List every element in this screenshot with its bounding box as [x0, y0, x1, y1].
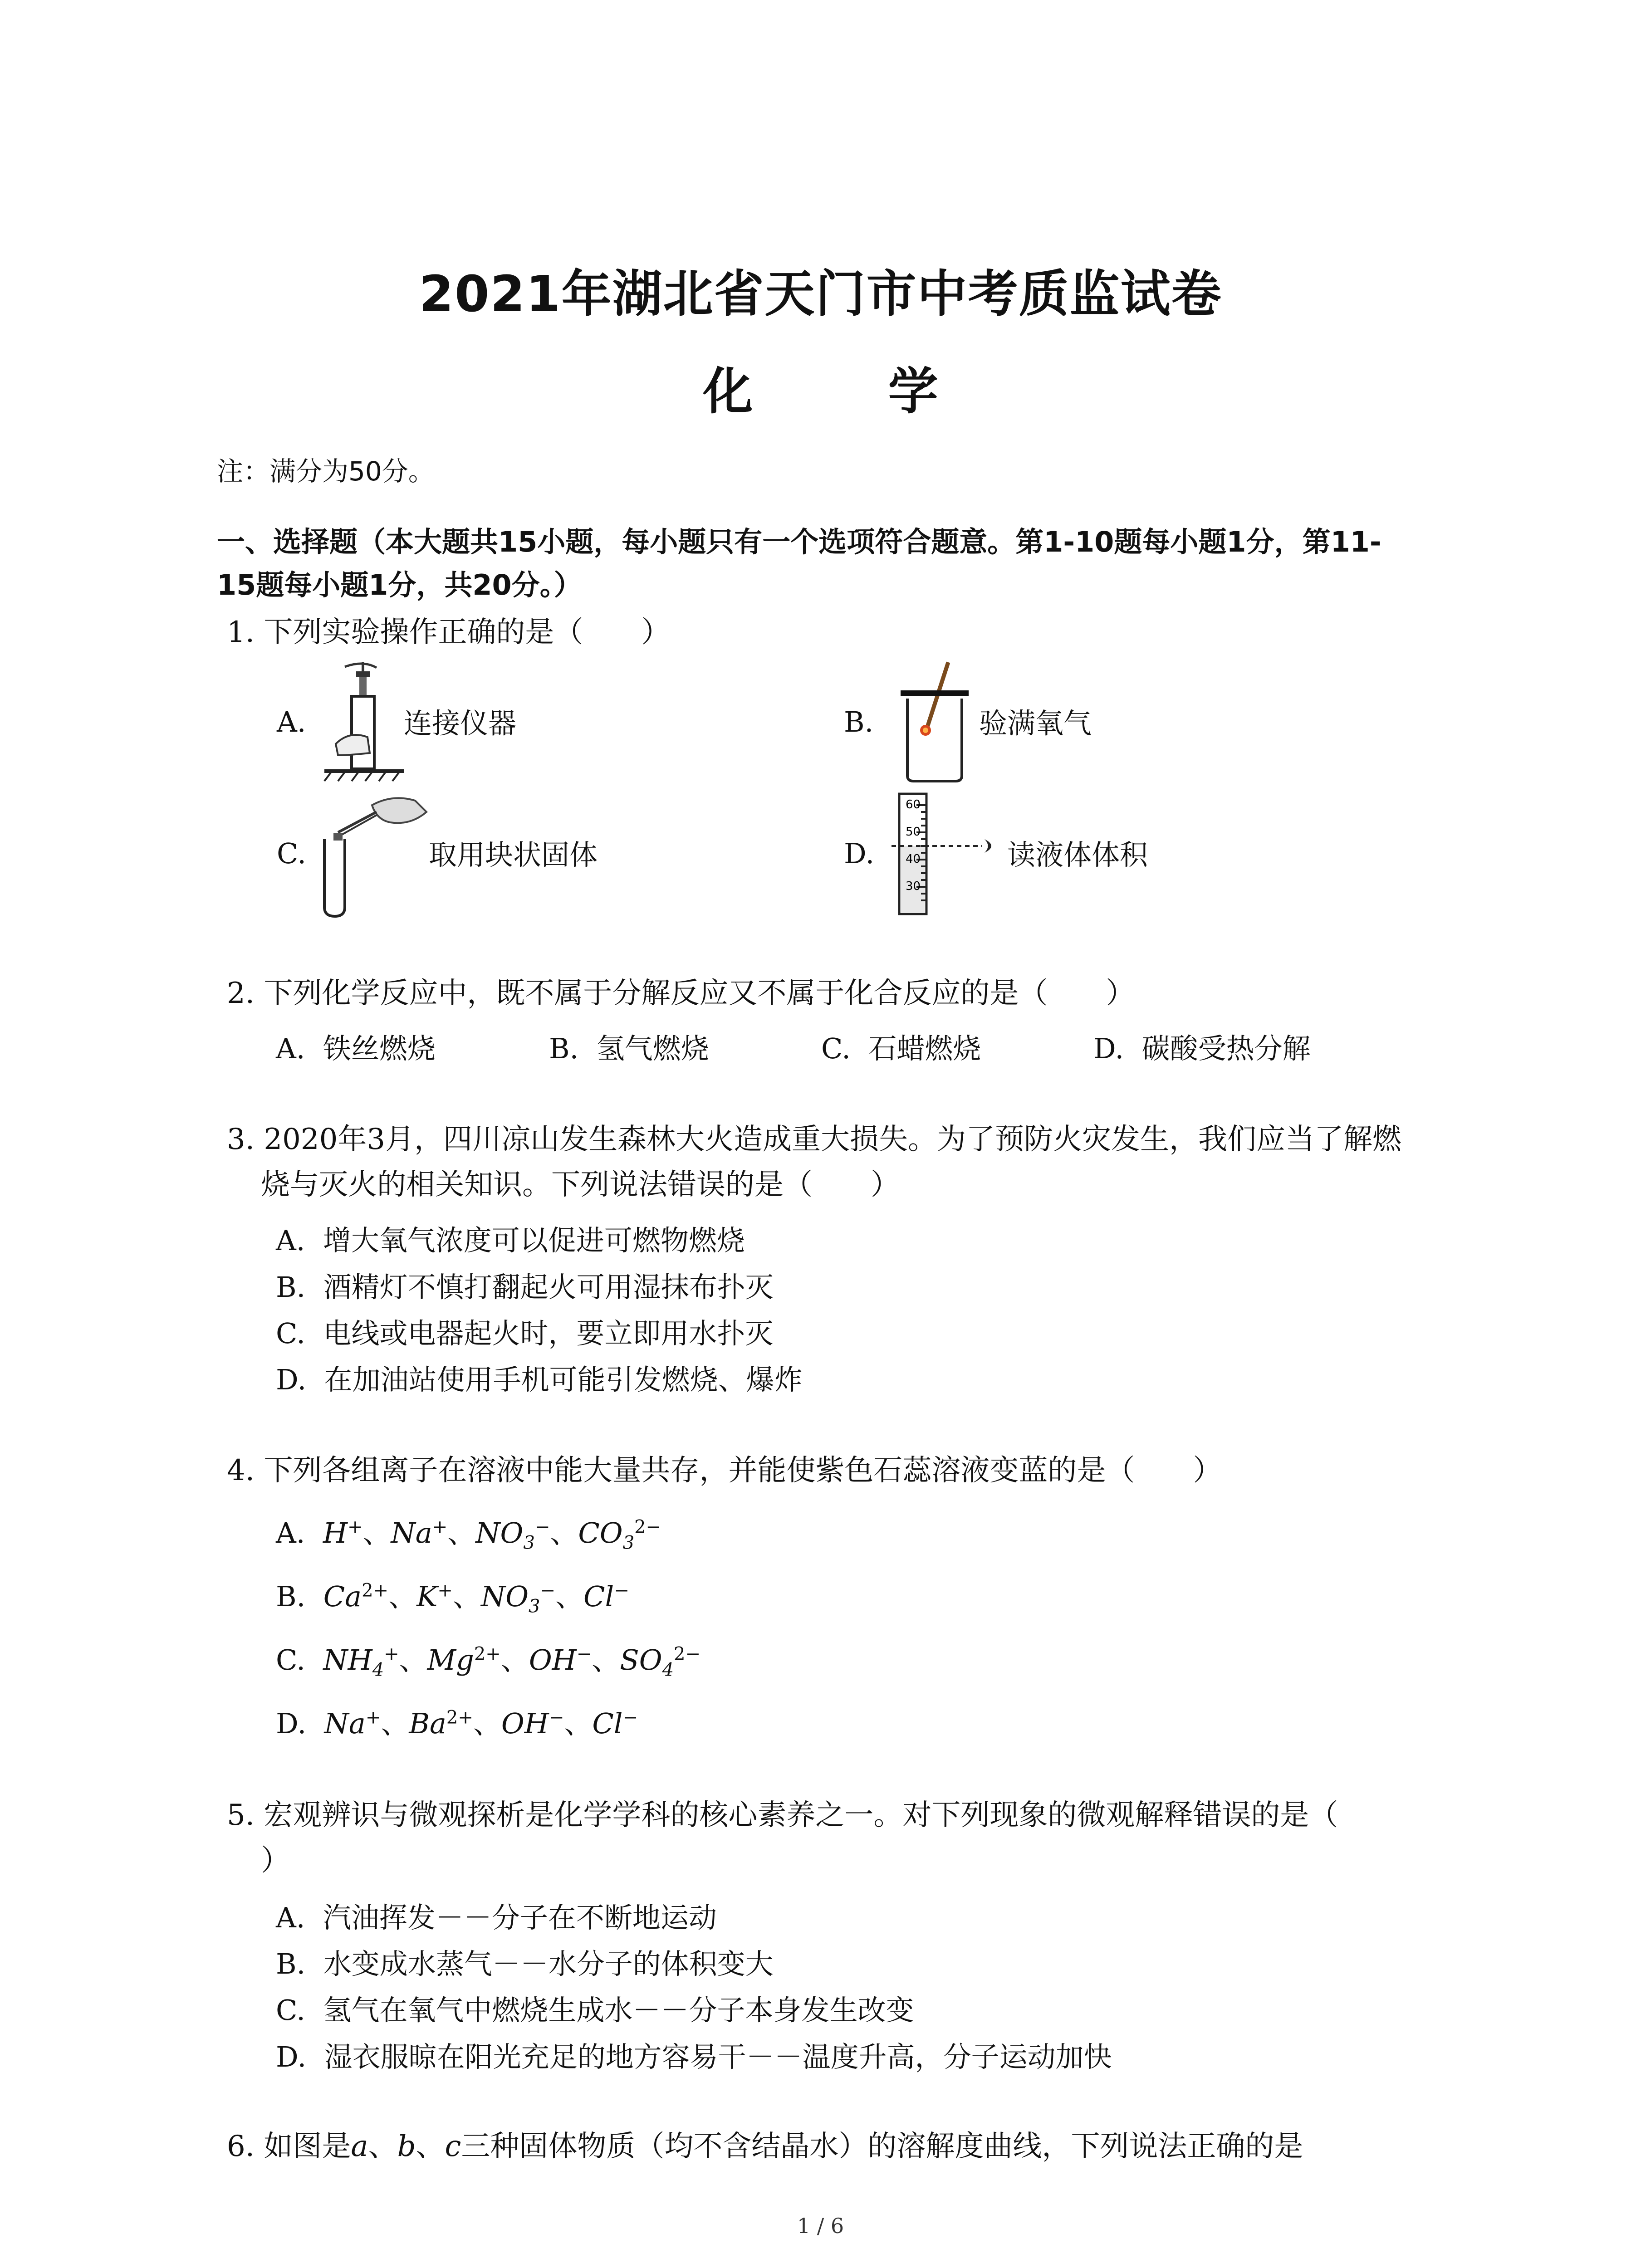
q1-option-d-letter: D.: [844, 837, 875, 870]
q1-option-a-text: 连接仪器: [404, 707, 517, 740]
q1-option-c-text: 取用块状固体: [429, 838, 598, 871]
q1-option-a-letter: A.: [277, 705, 306, 738]
cylinder-tick-40: 40: [906, 852, 921, 866]
q4-option-c: C. $NH_4^+$、$Mg^{2+}$、OH−、$SO_4^{2-}$: [276, 1643, 700, 1681]
page-number: 1 / 6: [797, 2214, 844, 2238]
score-note: 注：满分为50分。: [217, 456, 435, 487]
question-5-stem-line2: ）: [261, 1844, 290, 1877]
q3-option-d: D. 在加油站使用手机可能引发燃烧、爆炸: [276, 1363, 803, 1396]
solid-taking-illustration: [313, 792, 431, 919]
q5-option-b: B. 水变成水蒸气－－水分子的体积变大: [276, 1947, 774, 1980]
q3-option-c: C. 电线或电器起火时，要立即用水扑灭: [276, 1317, 774, 1350]
question-3-stem-line2: 烧与灭火的相关知识。下列说法错误的是（ ）: [261, 1168, 900, 1202]
cylinder-tick-30: 30: [906, 880, 921, 893]
connect-apparatus-illustration: [318, 662, 408, 785]
question-4-stem: 4. 下列各组离子在溶液中能大量共存，并能使紫色石蕊溶液变蓝的是（ ）: [227, 1454, 1222, 1487]
cylinder-reading-illustration: [889, 789, 1007, 916]
q1-option-c-letter: C.: [277, 837, 306, 870]
q1-option-b-text: 验满氧气: [979, 707, 1092, 740]
oxygen-test-illustration: [901, 662, 969, 785]
q5-option-c: C. 氢气在氧气中燃烧生成水－－分子本身发生改变: [276, 1994, 914, 2027]
q2-option-a: A. 铁丝燃烧: [276, 1032, 436, 1065]
q1-option-d-text: 读液体体积: [1007, 838, 1148, 871]
q3-option-a: A. 增大氧气浓度可以促进可燃物燃烧: [276, 1224, 745, 1257]
q5-option-a: A. 汽油挥发－－分子在不断地运动: [276, 1901, 717, 1934]
cylinder-tick-60: 60: [906, 798, 921, 811]
section-header-line1: 一、选择题（本大题共15小题，每小题只有一个选项符合题意。第1-10题每小题1分，第11-: [217, 525, 1381, 558]
question-5-stem-line1: 5. 宏观辨识与微观探析是化学学科的核心素养之一。对下列现象的微观解释错误的是（: [227, 1799, 1338, 1832]
cylinder-tick-50: 50: [906, 825, 921, 839]
question-3-stem-line1: 3. 2020年3月，四川凉山发生森林大火造成重大损失。为了预防火灾发生，我们应当了解燃: [227, 1123, 1401, 1156]
exam-title: 2021年湖北省天门市中考质监试卷: [419, 265, 1222, 323]
q4-option-b: B. $Ca^{2+}$、K+、$NO_3^-$、Cl−: [276, 1580, 629, 1617]
q5-option-d: D. 湿衣服晾在阳光充足的地方容易干－－温度升高，分子运动加快: [276, 2040, 1112, 2073]
eye-icon: [985, 839, 991, 853]
question-2-stem: 2. 下列化学反应中，既不属于分解反应又不属于化合反应的是（ ）: [227, 977, 1135, 1010]
q1-option-b-letter: B.: [844, 705, 874, 738]
subject-title: 化 学: [703, 362, 997, 420]
question-6-stem: 6. 如图是a、b、c三种固体物质（均不含结晶水）的溶解度曲线，下列说法正确的是: [227, 2130, 1303, 2163]
q2-option-c: C. 石蜡燃烧: [821, 1032, 981, 1065]
question-1-stem: 1. 下列实验操作正确的是（ ）: [227, 616, 671, 649]
q2-option-d: D. 碳酸受热分解: [1093, 1032, 1311, 1065]
q3-option-b: B. 酒精灯不慎打翻起火可用湿抹布扑灭: [276, 1271, 774, 1304]
q2-option-b: B. 氢气燃烧: [549, 1032, 709, 1065]
section-header-line2: 15题每小题1分，共20分。）: [217, 568, 582, 601]
q4-option-a: A. H+、Na+、$NO_3^-$、$CO_3^{2-}$: [276, 1516, 661, 1554]
q4-option-d: D. Na+、$Ba^{2+}$、OH−、Cl−: [276, 1707, 638, 1740]
